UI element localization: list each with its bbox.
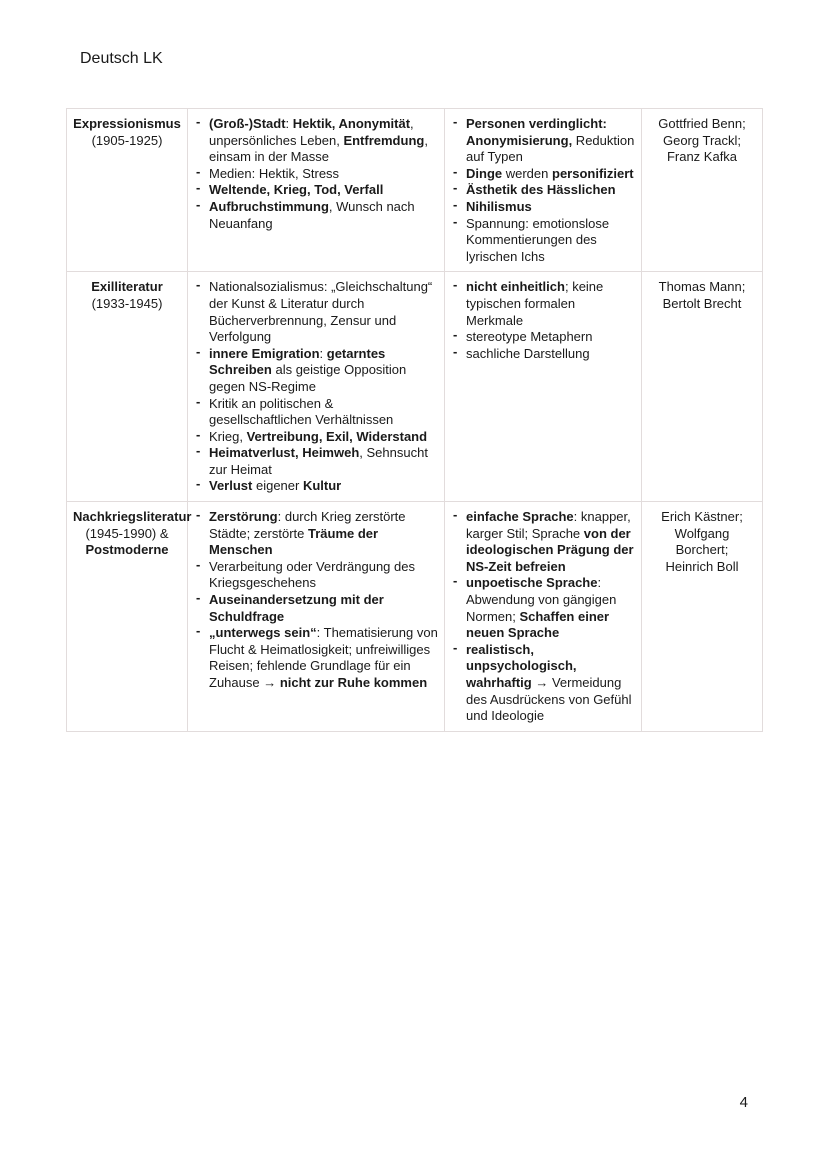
text-run: :	[285, 116, 293, 131]
list-item	[194, 346, 438, 396]
form-cell	[445, 109, 642, 272]
list-item	[194, 166, 438, 183]
text-run: eigener	[252, 478, 303, 494]
text-run: werden	[502, 165, 552, 181]
text-run: , unpersönliches Leben,	[209, 116, 414, 148]
epoch-cell	[67, 502, 192, 732]
epoch-cell	[67, 109, 188, 272]
bold-text-run: realistisch, unpsychologisch, wahrhaftig	[466, 641, 577, 690]
bullet-list	[451, 116, 635, 265]
list-item	[451, 575, 635, 641]
bold-text-run: Hektik, Anonymität	[292, 116, 411, 131]
author-name: Gottfried Benn;	[658, 116, 746, 131]
bold-text-run: Heimatverlust, Heimweh	[209, 445, 360, 461]
bold-text-run: Schaffen einer neuen Sprache	[466, 608, 610, 641]
author-name: Heinrich Boll	[665, 558, 739, 574]
author-name: Franz Kafka	[666, 149, 738, 165]
bold-text-run: Vertreibung, Exil, Widerstand	[246, 428, 428, 444]
bold-text-run: innere Emigration	[209, 345, 320, 361]
text-run: → Vermeidung des Ausdrückens von Gefühl und Ideologie	[466, 675, 632, 724]
bold-text-run: Ästhetik des Hässlichen	[466, 182, 616, 198]
bold-text-run: Expressionismus	[73, 116, 181, 131]
table-row	[67, 109, 763, 272]
literature-epochs-table	[66, 108, 763, 732]
text-run: Verarbeitung oder Verdrängung des Kriegsgeschehens	[209, 558, 415, 591]
form-cell	[445, 502, 642, 732]
text-run: Krieg,	[209, 428, 247, 444]
list-item	[194, 559, 438, 592]
authors-cell	[642, 272, 763, 502]
text-run: : knapper, karger Stil; Sprache	[466, 509, 631, 541]
bold-text-run: Weltende, Krieg, Tod, Verfall	[209, 182, 384, 198]
table-row	[67, 502, 763, 732]
list-item	[194, 509, 438, 559]
list-item	[451, 329, 635, 346]
list-item	[451, 216, 635, 266]
list-item	[194, 182, 438, 199]
bold-text-run: „unterwegs sein“	[209, 625, 317, 641]
text-run: Nationalsozialismus: „Gleichschaltung“ der Kunst & Literatur durch Bücherverbrennung, Zensur und Verfolgung	[209, 279, 433, 345]
text-run: :	[319, 345, 327, 361]
bold-text-run: Nachkriegsliteratur	[73, 509, 192, 525]
text-run: Kritik an politischen & gesellschaftlichen Verhältnissen	[209, 395, 394, 428]
text-run: stereotype Metaphern	[466, 329, 593, 345]
text-run: Medien: Hektik, Stress	[209, 165, 340, 181]
list-item	[451, 509, 635, 575]
text-run: , Sehnsucht zur Heimat	[209, 445, 428, 477]
authors-cell	[642, 109, 763, 272]
bold-text-run: von der ideologischen Prägung der NS-Zeit befreien	[466, 525, 634, 574]
bold-text-run: Personen verdinglicht: Anonymisierung,	[466, 116, 607, 148]
bold-text-run: Exilliteratur	[91, 279, 163, 295]
bold-text-run: Träume der Menschen	[209, 525, 379, 558]
bold-text-run: Nihilismus	[466, 198, 532, 214]
bold-text-run: Zerstörung	[209, 509, 278, 525]
bold-text-run: nicht einheitlich	[466, 279, 565, 295]
list-item	[451, 182, 635, 199]
table-row	[67, 272, 763, 502]
author-name: Erich Kästner;	[661, 509, 743, 525]
authors-cell	[642, 502, 763, 732]
bold-text-run: Auseinandersetzung mit der Schuldfrage	[209, 592, 384, 624]
text-run: Reduktion auf Typen	[466, 132, 635, 165]
text-run: (1905-1925)	[91, 132, 163, 148]
list-item	[194, 199, 438, 232]
bullet-list	[451, 279, 635, 362]
list-item	[194, 592, 438, 625]
author-name: Wolfgang Borchert;	[674, 525, 730, 558]
text-run: : Thematisierung von Flucht & Heimatlosigkeit; unfreiwilliges Reisen; fehlende Grundlage für ein Zuhause	[209, 625, 438, 690]
list-item	[451, 166, 635, 183]
bold-text-run: → nicht zur Ruhe kommen	[263, 675, 428, 690]
text-run: : durch Krieg zerstörte Städte; zerstörte	[209, 509, 406, 541]
list-item	[194, 429, 438, 446]
text-run: (1945-1990) &	[85, 525, 169, 541]
bold-text-run: Postmoderne	[85, 542, 169, 558]
list-item	[194, 478, 438, 495]
text-run: Spannung: emotionslose Kommentierungen des lyrischen Ichs	[466, 215, 610, 264]
list-item	[194, 279, 438, 345]
text-run: , einsam in der Masse	[209, 132, 428, 165]
bullet-list	[194, 509, 438, 692]
text-run: als geistige Opposition gegen NS-Regime	[209, 362, 407, 394]
bullet-list	[451, 509, 635, 725]
bullet-list	[194, 279, 438, 495]
bold-text-run: (Groß-)Stadt	[209, 116, 286, 131]
epoch-cell	[67, 272, 188, 502]
page-header: Deutsch LK	[80, 50, 163, 67]
text-run: (1933-1945)	[91, 295, 163, 311]
text-run: ; keine typischen formalen Merkmale	[466, 279, 604, 328]
themes-cell	[188, 502, 445, 732]
bold-text-run: einfache Sprache	[466, 509, 574, 525]
text-run: sachliche Darstellung	[466, 345, 590, 361]
list-item	[451, 346, 635, 363]
author-name: Bertolt Brecht	[662, 295, 742, 311]
bold-text-run: personifiziert	[552, 165, 634, 181]
page-number: 4	[739, 1094, 748, 1111]
list-item	[194, 396, 438, 429]
bold-text-run: Kultur	[302, 478, 342, 494]
author-name: Georg Trackl;	[662, 132, 742, 148]
bold-text-run: Verlust	[209, 478, 253, 494]
list-item	[451, 279, 635, 329]
bold-text-run: Entfremdung	[343, 132, 425, 148]
bold-text-run: unpoetische Sprache	[466, 575, 598, 591]
text-run: , Wunsch nach Neuanfang	[209, 198, 415, 231]
themes-cell	[188, 272, 445, 502]
bullet-list	[194, 116, 438, 232]
list-item	[194, 445, 438, 478]
form-cell	[445, 272, 642, 502]
list-item	[194, 116, 438, 166]
list-item	[451, 199, 635, 216]
text-run: : Abwendung von gängigen Normen;	[466, 575, 617, 624]
list-item	[451, 642, 635, 725]
themes-cell	[188, 109, 445, 272]
author-name: Thomas Mann;	[658, 279, 746, 295]
list-item	[451, 116, 635, 166]
bold-text-run: Dinge	[466, 165, 503, 181]
bold-text-run: Aufbruchstimmung	[209, 198, 329, 214]
list-item	[194, 625, 438, 691]
bold-text-run: getarntes Schreiben	[209, 345, 386, 378]
